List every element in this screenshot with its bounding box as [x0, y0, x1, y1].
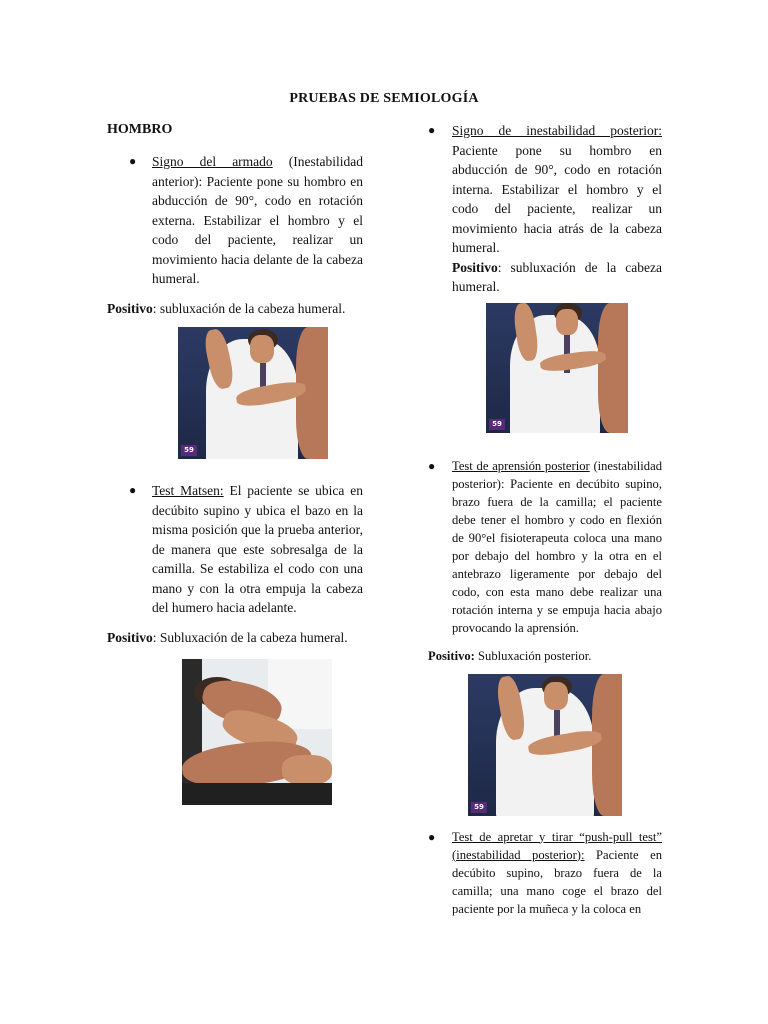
right-column — [428, 121, 662, 918]
test-description: El paciente se ubica en decúbito supino y ubica el bazo en la misma posición que la prueba anterior, de manera que este sobresalga de la camilla. Se estabiliza el codo con una mano y con la otra empuja la cabeza del humero hacia adelante. — [152, 483, 363, 615]
bullet-icon: ● — [428, 829, 436, 844]
test-name: Test de aprensión posterior — [452, 458, 590, 473]
figure-number-badge: 59 — [489, 419, 505, 430]
positive-text: : subluxación de la cabeza humeral. — [152, 300, 346, 316]
test-signo-armado — [107, 152, 363, 289]
exam-photo-posterior — [486, 303, 628, 433]
test-name: Test de apretar y tirar “push-pull test” (inestabilidad posterior): — [452, 829, 662, 862]
page-title: PRUEBAS DE SEMIOLOGÍA — [289, 91, 479, 106]
test-name: Signo de inestabilidad posterior: — [452, 123, 662, 138]
positive-result — [452, 258, 662, 297]
test-name: Test Matsen: — [152, 483, 224, 498]
positive-label: Positivo — [452, 259, 498, 275]
test-description: Paciente en decúbito supino, brazo fuera de la camilla; una mano coge el brazo del paciente por la muñeca y la coloca en — [452, 847, 663, 916]
section-heading: HOMBRO — [107, 122, 173, 137]
test-description: (inestabilidad posterior): Paciente en decúbito supino, brazo fuera de la camilla; el paciente debe tener el hombro y codo en flexión de 90°el fisioterapeuta coloca una mano por debajo del hombro y la otra en el antebrazo ligeramente por debajo del codo, con esta mano debe realizar una rotación interna y se empuja hacia abajo provocando la aprensión. — [452, 458, 662, 635]
test-matsen — [107, 481, 363, 618]
test-name: Signo del armado — [152, 154, 273, 169]
positive-text: : Subluxación de la cabeza humeral. — [152, 629, 348, 645]
positive-label: Positivo — [107, 300, 153, 316]
positive-text: : subluxación de la cabeza humeral. — [452, 259, 662, 294]
positive-label: Positivo — [107, 629, 153, 645]
figure-number-badge: 59 — [181, 445, 197, 456]
test-description: Paciente pone su hombro en abducción de 90°, codo en rotación interna. Estabilizar el hombro y el codo del paciente, realizar un movimiento hacia atrás de la cabeza humeral. — [452, 142, 662, 255]
bullet-icon: ● — [129, 483, 137, 497]
positive-text: Subluxación posterior. — [474, 648, 592, 663]
positive-label: Positivo: — [428, 648, 475, 663]
test-description: (Inestabilidad anterior): Paciente pone su hombro en abducción de 90°, codo en rotación externa. Estabilizar el hombro y el codo del paciente, realizar un movimiento hacia delante de la cabeza humeral. — [152, 154, 363, 286]
positive-result — [107, 299, 363, 319]
positive-result — [107, 628, 363, 648]
bullet-icon: ● — [428, 123, 436, 137]
figure-number-badge: 59 — [471, 802, 487, 813]
bullet-icon: ● — [428, 458, 436, 473]
test-push-pull — [428, 828, 662, 918]
bullet-icon: ● — [129, 154, 137, 168]
test-aprension-posterior — [428, 457, 662, 637]
exam-photo-matsen — [182, 659, 332, 805]
exam-photo-armado — [178, 327, 328, 459]
test-inestabilidad-posterior — [428, 121, 662, 297]
positive-result — [428, 647, 662, 665]
left-column — [107, 118, 363, 805]
exam-photo-aprension — [468, 674, 622, 816]
